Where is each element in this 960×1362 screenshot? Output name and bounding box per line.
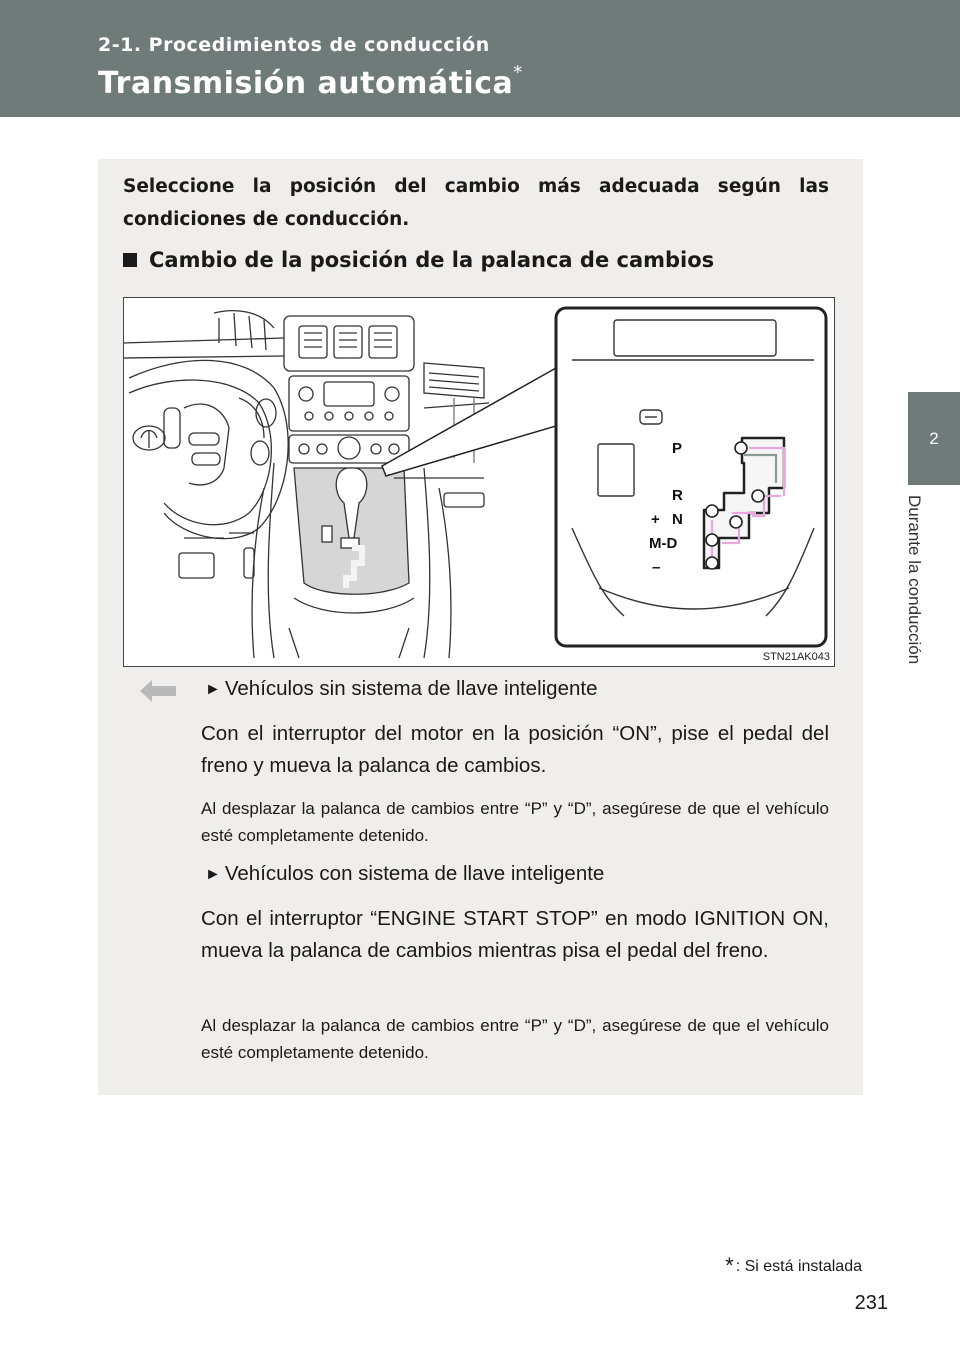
side-tab (908, 117, 960, 1362)
subheading: Cambio de la posición de la palanca de cambios (123, 248, 714, 272)
intro-text: Seleccione la posición del cambio más adecuada según las condiciones de conducción. (123, 176, 829, 230)
shift-label-p: P (672, 440, 683, 457)
square-bullet-icon (123, 253, 137, 267)
triangle-bullet-icon: ► (205, 681, 221, 698)
page-number: 231 (854, 1292, 888, 1314)
figure-code: STN21AK043 (762, 651, 830, 663)
left-arrow-icon (140, 680, 176, 702)
asterisk-icon: * (725, 1253, 734, 1278)
shift-label-md: M-D (649, 535, 678, 552)
shift-label-minus: – (652, 559, 661, 576)
instruction-no-smart-key: Con el interruptor del motor en la posición “ON”, pise el pedal del freno y mueva la palanca de cambios. (201, 722, 829, 777)
shift-lever-figure (123, 297, 835, 667)
footnote: * : Si está instalada (725, 1253, 862, 1278)
bullet-no-smart-key: ► Vehículos sin sistema de llave inteligente (205, 677, 598, 700)
dashboard-illustration (124, 298, 836, 668)
bullet-smart-key: ► Vehículos con sistema de llave inteligente (205, 862, 605, 885)
shift-label-plus: + (651, 511, 660, 528)
section-label: 2-1. Procedimientos de conducción (98, 34, 490, 56)
triangle-bullet-icon: ► (205, 866, 221, 883)
chapter-tab-number[interactable]: 2 (908, 392, 960, 485)
title-mark: * (513, 62, 523, 83)
shift-label-r: R (672, 487, 683, 504)
page-title: Transmisión automática* (98, 62, 523, 101)
shift-label-n: N (672, 511, 683, 528)
note-smart-key: Al desplazar la palanca de cambios entre “P” y “D”, asegúrese de que el vehículo esté completamente detenido. (201, 1016, 829, 1062)
note-no-smart-key: Al desplazar la palanca de cambios entre “P” y “D”, asegúrese de que el vehículo esté completamente detenido. (201, 799, 829, 845)
instruction-smart-key: Con el interruptor “ENGINE START STOP” en modo IGNITION ON, mueva la palanca de cambios mientras pisa el pedal del freno. (201, 907, 829, 962)
